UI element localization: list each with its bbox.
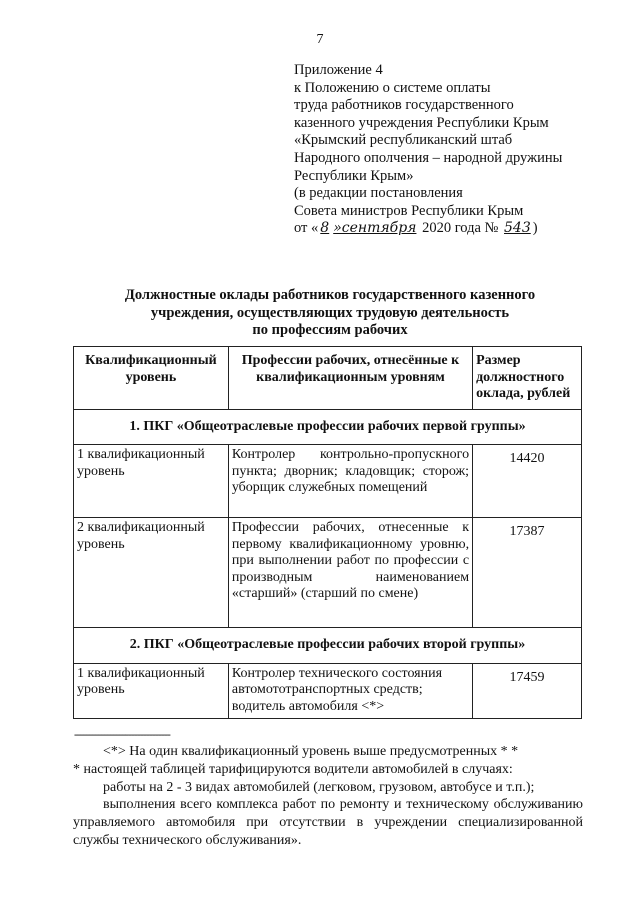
header-professions: Профессии рабочих, отнесённые к квалификационным уровням: [228, 347, 472, 410]
page-number: 7: [316, 32, 324, 47]
handwritten-number: 543: [504, 220, 531, 237]
group-row: [74, 409, 582, 445]
group-1-title: 1. ПКГ «Общеотраслевые профессии рабочих первой группы»: [74, 409, 582, 445]
salary-table: [73, 346, 582, 719]
appendix-line: к Положению о системе оплаты: [294, 79, 491, 96]
footnote-line-1: <*> На один квалификационный уровень выше предусмотренных * *: [103, 744, 519, 759]
appendix-line: (в редакции постановления: [294, 185, 463, 202]
date-prefix: от «: [294, 220, 319, 237]
cell-professions: Контролер контрольно-пропускного пункта; дворник; кладовщик; сторож; уборщик служебных помещений: [228, 445, 472, 518]
decree-date-line: [294, 220, 614, 238]
cell-level: 1 квалификационный уровень: [74, 445, 229, 518]
document-title: [60, 287, 600, 340]
header-salary: Размер должностного оклада, рублей: [473, 347, 582, 410]
appendix-line: труда работников государственного: [294, 97, 514, 114]
appendix-line: казенного учреждения Республики Крым: [294, 114, 549, 131]
appendix-line: Народного ополчения – народной дружины: [294, 149, 563, 166]
handwritten-day: 8: [320, 220, 330, 237]
title-line-1: Должностные оклады работников государственного казенного: [124, 287, 536, 303]
cell-professions: Профессии рабочих, отнесенные к первому квалификационному уровню, при выполнении работ по профессии с производным наименованием «старший» (старший по смене): [228, 518, 472, 628]
footnote: [73, 743, 583, 850]
handwritten-month: »сентября: [333, 220, 417, 237]
cell-salary: 14420: [473, 445, 582, 518]
footnote-line-4: выполнения всего комплекса работ по ремонту и техническому обслуживанию управляемого автомобиля при отсутствии в учреждении специализированной службы технического обслуживания».: [73, 797, 583, 848]
title-line-2: учреждения, осуществляющих трудовую деятельность: [150, 304, 510, 321]
appendix-line: Совета министров Республики Крым: [294, 202, 524, 219]
appendix-header: [294, 62, 614, 238]
group-row: [74, 628, 582, 664]
table-row: [74, 518, 582, 628]
group-2-title: 2. ПКГ «Общеотраслевые профессии рабочих второй группы»: [74, 628, 582, 664]
date-close: ): [532, 220, 538, 237]
appendix-line: Приложение 4: [294, 62, 383, 78]
table-header-row: [74, 347, 582, 410]
header-level: Квалификационный уровень: [74, 347, 229, 410]
table-row: [74, 663, 582, 718]
footnote-line-2: * настоящей таблицей тарифицируются водители автомобилей в случаях:: [73, 761, 513, 777]
date-year: 2020 года №: [422, 220, 499, 237]
cell-level: 1 квалификационный уровень: [74, 663, 229, 718]
cell-professions: Контролер технического состояния автомототранспортных средств; водитель автомобиля <*>: [228, 663, 472, 718]
footnote-separator: --------------------------------: [74, 727, 170, 741]
appendix-line: «Крымский республиканский штаб: [294, 132, 513, 149]
title-line-3: по профессиям рабочих: [252, 322, 408, 338]
table-row: [74, 445, 582, 518]
footnote-line-3: работы на 2 - 3 видах автомобилей (легковом, грузовом, автобусе и т.п.);: [103, 779, 535, 795]
cell-salary: 17387: [473, 518, 582, 628]
appendix-line: Республики Крым»: [294, 167, 414, 184]
cell-level: 2 квалификационный уровень: [74, 518, 229, 628]
cell-salary: 17459: [473, 663, 582, 718]
